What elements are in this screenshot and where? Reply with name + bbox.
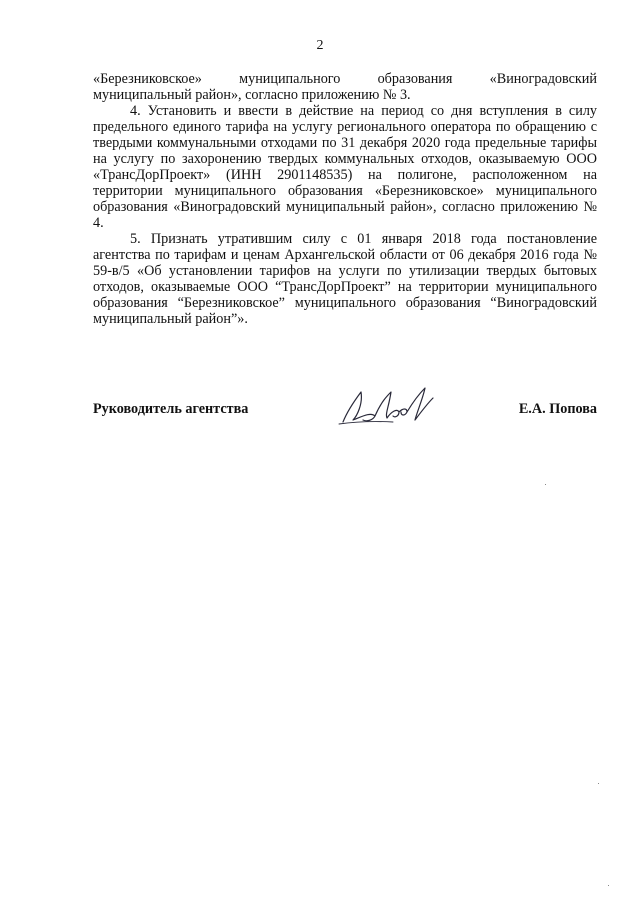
paragraph-annex-3-continuation: «Березниковское» муниципального образования «Виноградовский муниципальный район», согласно приложению № 3. (93, 71, 597, 103)
page-number: 2 (316, 38, 324, 53)
scan-speck (598, 783, 599, 784)
signature-block (93, 396, 597, 420)
signatory-title: Руководитель агентства (93, 401, 249, 417)
paragraph-item-4: 4. Установить и ввести в действие на период со дня вступления в силу предельного единого тарифа на услугу регионального оператора по обращению с твердыми коммунальными отходами по 31 декабря 2020 года предельные тарифы на услугу по захоронению твердых коммунальных отходов, оказываемую ООО «ТрансДорПроект» (ИНН 2901148535) на полигоне, расположенном на территории муниципального образования «Березниковское» муниципального образования «Виноградовский муниципальный район», согласно приложению № 4. (93, 103, 597, 231)
paragraph-item-5: 5. Признать утратившим силу с 01 января 2018 года постановление агентства по тарифам и ценам Архангельской области от 06 декабря 2016 года № 59-в/5 «Об установлении тарифов на услуги по утилизации твердых бытовых отходов, оказываемые ООО “ТрансДорПроект” на территории муниципального образования “Березниковское” муниципального образования “Виноградовский муниципальный район”». (93, 231, 597, 327)
scan-speck (608, 885, 609, 886)
scan-speck (545, 484, 546, 485)
signatory-name: Е.А. Попова (518, 401, 597, 417)
handwritten-signature (333, 382, 443, 430)
document-body (93, 71, 597, 327)
